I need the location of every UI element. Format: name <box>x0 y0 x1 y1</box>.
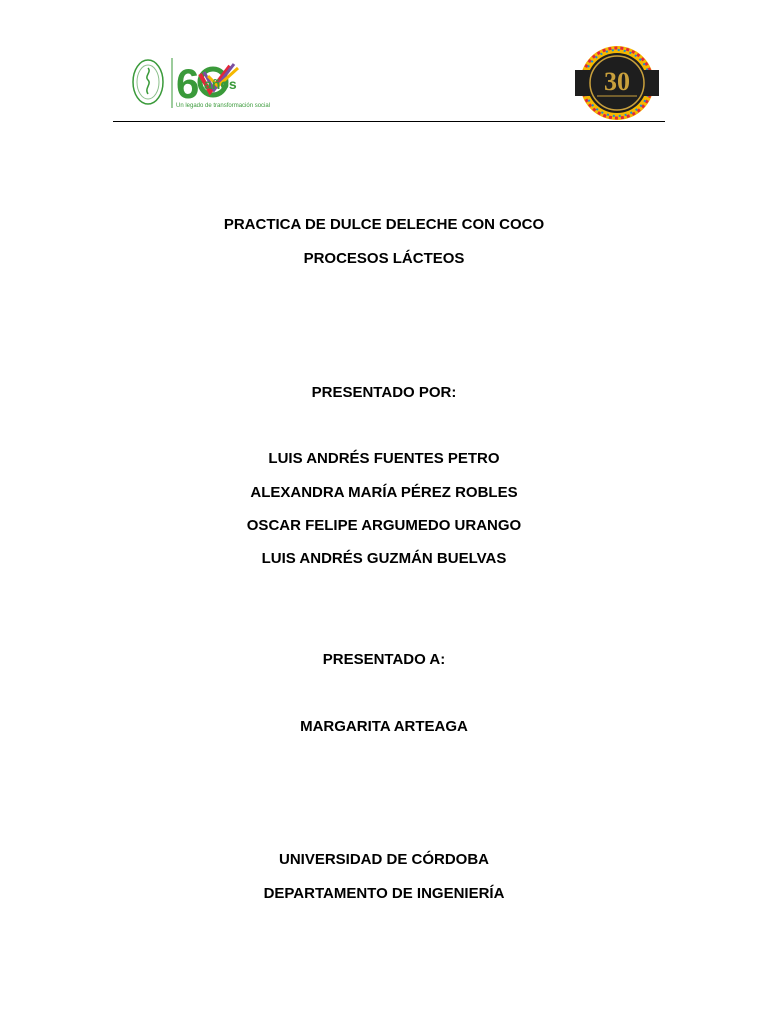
author-name: LUIS ANDRÉS FUENTES PETRO <box>268 450 500 467</box>
svg-text:6: 6 <box>176 60 200 107</box>
anniversary-emblem-logo <box>573 44 661 122</box>
presented-by-heading: PRESENTADO POR: <box>311 384 457 401</box>
document-title: PRACTICA DE DULCE DELECHE CON COCO <box>223 216 545 233</box>
logo-years-word: años <box>204 76 237 92</box>
instructor-name: MARGARITA ARTEAGA <box>300 718 468 735</box>
emblem-30-icon <box>573 44 661 122</box>
emblem-number: 30 <box>604 67 630 96</box>
author-name: ALEXANDRA MARÍA PÉREZ ROBLES <box>250 484 518 501</box>
author-name: LUIS ANDRÉS GUZMÁN BUELVAS <box>261 550 507 567</box>
department-name: DEPARTAMENTO DE INGENIERÍA <box>263 885 505 902</box>
author-name: OSCAR FELIPE ARGUMEDO URANGO <box>246 517 522 534</box>
header-divider <box>113 121 665 122</box>
logo-tagline: Un legado de transformación social <box>176 103 271 109</box>
university-anniversary-logo <box>130 52 278 114</box>
university-name: UNIVERSIDAD DE CÓRDOBA <box>278 851 489 868</box>
course-name: PROCESOS LÁCTEOS <box>303 250 465 267</box>
presented-to-heading: PRESENTADO A: <box>322 651 446 668</box>
